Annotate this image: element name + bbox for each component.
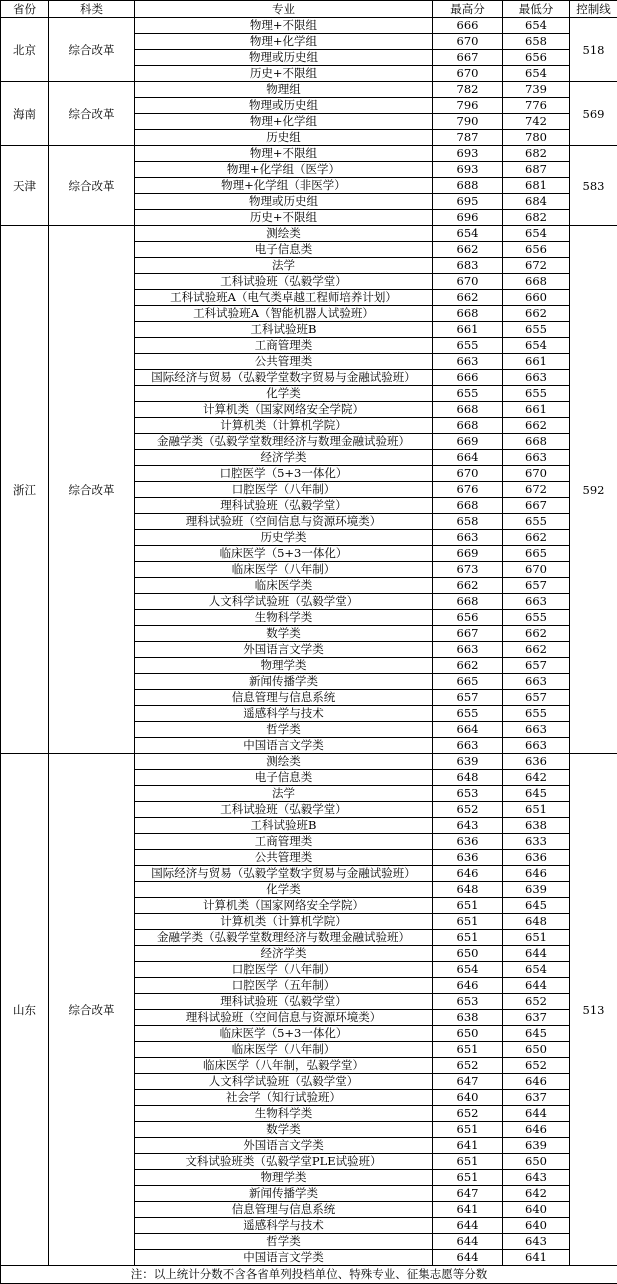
min-score-cell: 672	[503, 258, 570, 274]
major-cell: 计算机类（计算机学院）	[135, 914, 433, 930]
max-score-cell: 669	[433, 434, 503, 450]
max-score-cell: 656	[433, 610, 503, 626]
major-cell: 公共管理类	[135, 354, 433, 370]
min-score-cell: 650	[503, 1154, 570, 1170]
major-cell: 物理+化学组	[135, 114, 433, 130]
min-score-cell: 654	[503, 338, 570, 354]
major-cell: 生物科学类	[135, 1106, 433, 1122]
max-score-cell: 662	[433, 578, 503, 594]
major-cell: 新闻传播学类	[135, 1186, 433, 1202]
category-cell: 综合改革	[49, 754, 135, 1266]
major-cell: 数学类	[135, 626, 433, 642]
major-cell: 生物科学类	[135, 610, 433, 626]
major-cell: 遥感科学与技术	[135, 1218, 433, 1234]
major-cell: 遥感科学与技术	[135, 706, 433, 722]
min-score-cell: 654	[503, 18, 570, 34]
min-score-cell: 780	[503, 130, 570, 146]
major-cell: 信息管理与信息系统	[135, 690, 433, 706]
max-score-cell: 663	[433, 530, 503, 546]
min-score-cell: 636	[503, 754, 570, 770]
min-score-cell: 672	[503, 482, 570, 498]
min-score-cell: 655	[503, 610, 570, 626]
category-cell: 综合改革	[49, 146, 135, 226]
min-score-cell: 650	[503, 1042, 570, 1058]
min-score-cell: 663	[503, 738, 570, 754]
max-score-cell: 669	[433, 546, 503, 562]
max-score-cell: 696	[433, 210, 503, 226]
max-score-cell: 638	[433, 1010, 503, 1026]
min-score-cell: 663	[503, 674, 570, 690]
min-score-cell: 739	[503, 82, 570, 98]
major-cell: 工商管理类	[135, 338, 433, 354]
max-score-cell: 655	[433, 706, 503, 722]
min-score-cell: 655	[503, 322, 570, 338]
max-score-cell: 646	[433, 866, 503, 882]
major-cell: 物理或历史组	[135, 194, 433, 210]
min-score-cell: 636	[503, 850, 570, 866]
min-score-cell: 662	[503, 626, 570, 642]
min-score-cell: 637	[503, 1010, 570, 1026]
min-score-cell: 642	[503, 1186, 570, 1202]
major-cell: 计算机类（国家网络安全学院）	[135, 898, 433, 914]
max-score-cell: 643	[433, 818, 503, 834]
min-score-cell: 661	[503, 354, 570, 370]
min-score-cell: 682	[503, 146, 570, 162]
min-score-cell: 665	[503, 546, 570, 562]
category-cell: 综合改革	[49, 226, 135, 754]
min-score-cell: 644	[503, 946, 570, 962]
min-score-cell: 663	[503, 450, 570, 466]
major-cell: 中国语言文学类	[135, 738, 433, 754]
category-cell: 综合改革	[49, 18, 135, 82]
max-score-cell: 654	[433, 962, 503, 978]
major-cell: 经济学类	[135, 946, 433, 962]
min-score-cell: 651	[503, 802, 570, 818]
min-score-cell: 684	[503, 194, 570, 210]
major-cell: 数学类	[135, 1122, 433, 1138]
min-score-cell: 661	[503, 402, 570, 418]
major-cell: 工科试验班B	[135, 322, 433, 338]
min-score-cell: 646	[503, 866, 570, 882]
min-score-cell: 646	[503, 1074, 570, 1090]
major-cell: 物理+不限组	[135, 146, 433, 162]
min-score-cell: 651	[503, 930, 570, 946]
table-row	[1, 82, 617, 98]
max-score-cell: 673	[433, 562, 503, 578]
max-score-cell: 651	[433, 1042, 503, 1058]
major-cell: 临床医学类	[135, 578, 433, 594]
min-score-cell: 663	[503, 722, 570, 738]
max-score-cell: 650	[433, 1026, 503, 1042]
major-cell: 理科试验班（弘毅学堂）	[135, 498, 433, 514]
footnote-row	[1, 1266, 617, 1284]
major-cell: 工科试验班B	[135, 818, 433, 834]
max-score-cell: 651	[433, 1170, 503, 1186]
min-score-cell: 668	[503, 274, 570, 290]
min-score-cell: 641	[503, 1250, 570, 1266]
header-category: 科类	[49, 1, 135, 18]
major-cell: 电子信息类	[135, 770, 433, 786]
major-cell: 临床医学（八年制，弘毅学堂）	[135, 1058, 433, 1074]
min-score-cell: 640	[503, 1202, 570, 1218]
min-score-cell: 643	[503, 1234, 570, 1250]
header-max-score: 最高分	[433, 1, 503, 18]
min-score-cell: 642	[503, 770, 570, 786]
major-cell: 口腔医学（五年制）	[135, 978, 433, 994]
header-province: 省份	[1, 1, 49, 18]
major-cell: 社会学（知行试验班）	[135, 1090, 433, 1106]
min-score-cell: 663	[503, 594, 570, 610]
control-line-cell: 569	[570, 82, 617, 146]
min-score-cell: 663	[503, 370, 570, 386]
max-score-cell: 640	[433, 1090, 503, 1106]
min-score-cell: 687	[503, 162, 570, 178]
min-score-cell: 646	[503, 1122, 570, 1138]
min-score-cell: 633	[503, 834, 570, 850]
max-score-cell: 652	[433, 1058, 503, 1074]
max-score-cell: 655	[433, 386, 503, 402]
max-score-cell: 653	[433, 786, 503, 802]
max-score-cell: 667	[433, 50, 503, 66]
max-score-cell: 664	[433, 722, 503, 738]
min-score-cell: 639	[503, 882, 570, 898]
max-score-cell: 666	[433, 18, 503, 34]
category-cell: 综合改革	[49, 82, 135, 146]
max-score-cell: 636	[433, 834, 503, 850]
major-cell: 法学	[135, 786, 433, 802]
major-cell: 国际经济与贸易（弘毅学堂数字贸易与金融试验班）	[135, 370, 433, 386]
min-score-cell: 643	[503, 1170, 570, 1186]
table-row	[1, 146, 617, 162]
major-cell: 文科试验班类（弘毅学堂PLE试验班）	[135, 1154, 433, 1170]
max-score-cell: 639	[433, 754, 503, 770]
min-score-cell: 742	[503, 114, 570, 130]
major-cell: 测绘类	[135, 754, 433, 770]
major-cell: 计算机类（国家网络安全学院）	[135, 402, 433, 418]
major-cell: 人文科学试验班（弘毅学堂）	[135, 1074, 433, 1090]
province-cell: 天津	[1, 146, 49, 226]
major-cell: 物理或历史组	[135, 50, 433, 66]
min-score-cell: 654	[503, 66, 570, 82]
control-line-cell: 513	[570, 754, 617, 1266]
major-cell: 电子信息类	[135, 242, 433, 258]
major-cell: 历史+不限组	[135, 210, 433, 226]
major-cell: 临床医学（八年制）	[135, 562, 433, 578]
major-cell: 外国语言文学类	[135, 642, 433, 658]
major-cell: 化学类	[135, 386, 433, 402]
major-cell: 历史学类	[135, 530, 433, 546]
max-score-cell: 668	[433, 306, 503, 322]
max-score-cell: 654	[433, 226, 503, 242]
min-score-cell: 655	[503, 514, 570, 530]
max-score-cell: 666	[433, 370, 503, 386]
min-score-cell: 657	[503, 578, 570, 594]
max-score-cell: 782	[433, 82, 503, 98]
min-score-cell: 662	[503, 418, 570, 434]
min-score-cell: 645	[503, 786, 570, 802]
major-cell: 人文科学试验班（弘毅学堂）	[135, 594, 433, 610]
major-cell: 工科试验班A（电气类卓越工程师培养计划）	[135, 290, 433, 306]
major-cell: 物理学类	[135, 658, 433, 674]
max-score-cell: 693	[433, 162, 503, 178]
max-score-cell: 658	[433, 514, 503, 530]
min-score-cell: 657	[503, 690, 570, 706]
max-score-cell: 647	[433, 1186, 503, 1202]
control-line-cell: 592	[570, 226, 617, 754]
min-score-cell: 657	[503, 658, 570, 674]
min-score-cell: 648	[503, 914, 570, 930]
min-score-cell: 645	[503, 898, 570, 914]
max-score-cell: 667	[433, 626, 503, 642]
max-score-cell: 648	[433, 882, 503, 898]
min-score-cell: 655	[503, 706, 570, 722]
major-cell: 工科试验班A（智能机器人试验班）	[135, 306, 433, 322]
major-cell: 口腔医学（八年制）	[135, 482, 433, 498]
major-cell: 口腔医学（八年制）	[135, 962, 433, 978]
min-score-cell: 654	[503, 226, 570, 242]
table-row	[1, 226, 617, 242]
max-score-cell: 662	[433, 658, 503, 674]
major-cell: 工科试验班（弘毅学堂）	[135, 274, 433, 290]
province-cell: 海南	[1, 82, 49, 146]
min-score-cell: 668	[503, 434, 570, 450]
max-score-cell: 663	[433, 354, 503, 370]
max-score-cell: 651	[433, 898, 503, 914]
max-score-cell: 636	[433, 850, 503, 866]
max-score-cell: 644	[433, 1234, 503, 1250]
header-min-score: 最低分	[503, 1, 570, 18]
major-cell: 物理+化学组	[135, 34, 433, 50]
max-score-cell: 644	[433, 1218, 503, 1234]
major-cell: 临床医学（5+3一体化）	[135, 1026, 433, 1042]
max-score-cell: 668	[433, 594, 503, 610]
major-cell: 法学	[135, 258, 433, 274]
max-score-cell: 665	[433, 674, 503, 690]
max-score-cell: 664	[433, 450, 503, 466]
min-score-cell: 656	[503, 50, 570, 66]
province-cell: 浙江	[1, 226, 49, 754]
min-score-cell: 667	[503, 498, 570, 514]
major-cell: 理科试验班（空间信息与资源环境类）	[135, 1010, 433, 1026]
max-score-cell: 663	[433, 738, 503, 754]
major-cell: 工商管理类	[135, 834, 433, 850]
min-score-cell: 681	[503, 178, 570, 194]
max-score-cell: 644	[433, 1250, 503, 1266]
max-score-cell: 662	[433, 290, 503, 306]
max-score-cell: 653	[433, 994, 503, 1010]
min-score-cell: 670	[503, 562, 570, 578]
max-score-cell: 655	[433, 338, 503, 354]
min-score-cell: 639	[503, 1138, 570, 1154]
max-score-cell: 670	[433, 34, 503, 50]
major-cell: 化学类	[135, 882, 433, 898]
control-line-cell: 583	[570, 146, 617, 226]
min-score-cell: 652	[503, 1058, 570, 1074]
major-cell: 金融学类（弘毅学堂数理经济与数理金融试验班）	[135, 930, 433, 946]
major-cell: 外国语言文学类	[135, 1138, 433, 1154]
min-score-cell: 638	[503, 818, 570, 834]
max-score-cell: 668	[433, 402, 503, 418]
max-score-cell: 652	[433, 1106, 503, 1122]
min-score-cell: 637	[503, 1090, 570, 1106]
table-row	[1, 754, 617, 770]
major-cell: 测绘类	[135, 226, 433, 242]
min-score-cell: 644	[503, 1106, 570, 1122]
major-cell: 物理组	[135, 82, 433, 98]
max-score-cell: 668	[433, 498, 503, 514]
max-score-cell: 670	[433, 466, 503, 482]
major-cell: 临床医学（5+3一体化）	[135, 546, 433, 562]
major-cell: 理科试验班（空间信息与资源环境类）	[135, 514, 433, 530]
min-score-cell: 644	[503, 978, 570, 994]
max-score-cell: 695	[433, 194, 503, 210]
major-cell: 历史+不限组	[135, 66, 433, 82]
min-score-cell: 662	[503, 530, 570, 546]
min-score-cell: 654	[503, 962, 570, 978]
min-score-cell: 682	[503, 210, 570, 226]
max-score-cell: 662	[433, 242, 503, 258]
header-row	[1, 1, 617, 18]
max-score-cell: 646	[433, 978, 503, 994]
major-cell: 物理学类	[135, 1170, 433, 1186]
max-score-cell: 693	[433, 146, 503, 162]
major-cell: 临床医学（八年制）	[135, 1042, 433, 1058]
min-score-cell: 660	[503, 290, 570, 306]
min-score-cell: 658	[503, 34, 570, 50]
max-score-cell: 688	[433, 178, 503, 194]
footnote: 注：以上统计分数不含各省单列投档单位、特殊专业、征集志愿等分数	[1, 1266, 617, 1284]
major-cell: 物理+化学组（医学）	[135, 162, 433, 178]
major-cell: 中国语言文学类	[135, 1250, 433, 1266]
min-score-cell: 776	[503, 98, 570, 114]
major-cell: 金融学类（弘毅学堂数理经济与数理金融试验班）	[135, 434, 433, 450]
min-score-cell: 652	[503, 994, 570, 1010]
header-control-line: 控制线	[570, 1, 617, 18]
table-row	[1, 18, 617, 34]
max-score-cell: 683	[433, 258, 503, 274]
max-score-cell: 651	[433, 914, 503, 930]
max-score-cell: 790	[433, 114, 503, 130]
max-score-cell: 651	[433, 1154, 503, 1170]
max-score-cell: 668	[433, 418, 503, 434]
major-cell: 口腔医学（5+3一体化）	[135, 466, 433, 482]
max-score-cell: 657	[433, 690, 503, 706]
max-score-cell: 650	[433, 946, 503, 962]
max-score-cell: 676	[433, 482, 503, 498]
control-line-cell: 518	[570, 18, 617, 82]
major-cell: 物理+不限组	[135, 18, 433, 34]
min-score-cell: 655	[503, 386, 570, 402]
major-cell: 信息管理与信息系统	[135, 1202, 433, 1218]
major-cell: 哲学类	[135, 722, 433, 738]
major-cell: 经济学类	[135, 450, 433, 466]
major-cell: 工科试验班（弘毅学堂）	[135, 802, 433, 818]
max-score-cell: 670	[433, 274, 503, 290]
max-score-cell: 641	[433, 1202, 503, 1218]
major-cell: 物理或历史组	[135, 98, 433, 114]
min-score-cell: 645	[503, 1026, 570, 1042]
max-score-cell: 651	[433, 930, 503, 946]
min-score-cell: 662	[503, 642, 570, 658]
max-score-cell: 796	[433, 98, 503, 114]
min-score-cell: 670	[503, 466, 570, 482]
header-major: 专业	[135, 1, 433, 18]
province-cell: 山东	[1, 754, 49, 1266]
max-score-cell: 641	[433, 1138, 503, 1154]
max-score-cell: 670	[433, 66, 503, 82]
major-cell: 理科试验班（弘毅学堂）	[135, 994, 433, 1010]
max-score-cell: 787	[433, 130, 503, 146]
major-cell: 公共管理类	[135, 850, 433, 866]
major-cell: 物理+化学组（非医学）	[135, 178, 433, 194]
major-cell: 国际经济与贸易（弘毅学堂数字贸易与金融试验班）	[135, 866, 433, 882]
min-score-cell: 656	[503, 242, 570, 258]
min-score-cell: 640	[503, 1218, 570, 1234]
max-score-cell: 663	[433, 642, 503, 658]
max-score-cell: 648	[433, 770, 503, 786]
max-score-cell: 651	[433, 1122, 503, 1138]
major-cell: 历史组	[135, 130, 433, 146]
max-score-cell: 661	[433, 322, 503, 338]
major-cell: 计算机类（计算机学院）	[135, 418, 433, 434]
major-cell: 哲学类	[135, 1234, 433, 1250]
province-cell: 北京	[1, 18, 49, 82]
max-score-cell: 652	[433, 802, 503, 818]
min-score-cell: 662	[503, 306, 570, 322]
max-score-cell: 647	[433, 1074, 503, 1090]
major-cell: 新闻传播学类	[135, 674, 433, 690]
